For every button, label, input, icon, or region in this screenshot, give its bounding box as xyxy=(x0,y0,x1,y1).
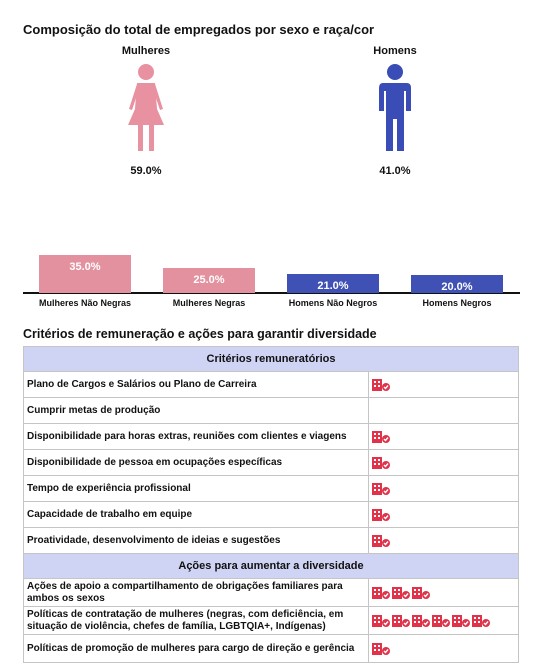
table-row xyxy=(24,398,519,424)
building-check-icon xyxy=(392,586,411,599)
criteria-title: Critérios de remuneração e ações para garantir diversidade xyxy=(23,327,377,341)
building-check-icon xyxy=(372,482,391,495)
race-gender-bar-chart xyxy=(23,240,520,320)
criteria-icons xyxy=(369,398,519,424)
table-row xyxy=(24,502,519,528)
building-check-icon xyxy=(372,642,391,655)
criteria-icons xyxy=(369,502,519,528)
men-figure xyxy=(345,45,445,177)
building-check-icon xyxy=(372,456,391,469)
women-label: Mulheres xyxy=(121,45,171,57)
building-check-icon xyxy=(412,614,431,627)
bar-mulheres-n-o-negras: 35.0% xyxy=(39,255,131,293)
building-check-icon xyxy=(472,614,491,627)
criteria-label: Disponibilidade de pessoa em ocupações específicas xyxy=(24,450,369,476)
criteria-label: Proatividade, desenvolvimento de ideias e sugestões xyxy=(24,528,369,554)
criteria-icons xyxy=(369,579,519,607)
building-check-icon xyxy=(372,378,391,391)
table-row xyxy=(24,450,519,476)
woman-icon xyxy=(124,63,168,153)
x-tick-label: Homens Negros xyxy=(422,298,492,308)
criteria-icons xyxy=(369,450,519,476)
table-row xyxy=(24,579,519,607)
women-figure xyxy=(96,45,196,177)
criteria-table xyxy=(23,346,519,663)
criteria-icons xyxy=(369,372,519,398)
criteria-icons xyxy=(369,528,519,554)
building-check-icon xyxy=(392,614,411,627)
men-label: Homens xyxy=(373,45,417,57)
criteria-label: Cumprir metas de produção xyxy=(24,398,369,424)
building-check-icon xyxy=(412,586,431,599)
table-row xyxy=(24,635,519,663)
x-tick-label: Mulheres Negras xyxy=(172,298,246,308)
criteria-label: Capacidade de trabalho em equipe xyxy=(24,502,369,528)
men-percent: 41.0% xyxy=(379,165,411,177)
table-row xyxy=(24,528,519,554)
criteria-icons xyxy=(369,635,519,663)
women-percent: 59.0% xyxy=(130,165,162,177)
criteria-label: Ações de apoio a compartilhamento de obrigações familiares para ambos os sexos xyxy=(24,579,369,607)
table-row xyxy=(24,424,519,450)
bar-homens-n-o-negros: 21.0% xyxy=(287,274,379,293)
table-row xyxy=(24,372,519,398)
building-check-icon xyxy=(452,614,471,627)
criteria-label: Políticas de contratação de mulheres (negras, com deficiência, em situação de violência, chefes de família, LGBTQIA+, Indígenas) xyxy=(24,607,369,635)
man-icon xyxy=(373,63,417,153)
building-check-icon xyxy=(372,586,391,599)
building-check-icon xyxy=(372,508,391,521)
criteria-label: Tempo de experiência profissional xyxy=(24,476,369,502)
criteria-label: Políticas de promoção de mulheres para cargo de direção e gerência xyxy=(24,635,369,663)
building-check-icon xyxy=(372,614,391,627)
building-check-icon xyxy=(432,614,451,627)
x-tick-label: Mulheres Não Negras xyxy=(38,298,132,308)
criteria-icons xyxy=(369,424,519,450)
x-tick-label: Homens Não Negros xyxy=(288,298,378,308)
section-header-remuneration: Critérios remuneratórios xyxy=(24,347,519,372)
table-row xyxy=(24,607,519,635)
section-header-diversity: Ações para aumentar a diversidade xyxy=(24,554,519,579)
building-check-icon xyxy=(372,534,391,547)
composition-title: Composição do total de empregados por sexo e raça/cor xyxy=(23,22,375,37)
bar-mulheres-negras: 25.0% xyxy=(163,268,255,293)
criteria-label: Disponibilidade para horas extras, reuniões com clientes e viagens xyxy=(24,424,369,450)
table-row xyxy=(24,476,519,502)
criteria-label: Plano de Cargos e Salários ou Plano de Carreira xyxy=(24,372,369,398)
criteria-icons xyxy=(369,607,519,635)
criteria-icons xyxy=(369,476,519,502)
building-check-icon xyxy=(372,430,391,443)
bar-homens-negros: 20.0% xyxy=(411,275,503,293)
